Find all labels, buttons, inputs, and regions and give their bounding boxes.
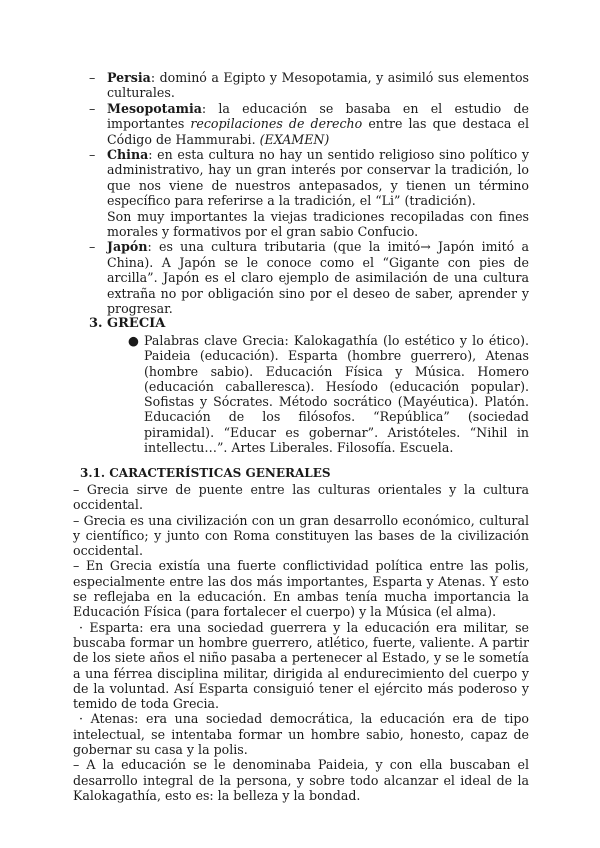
list-item-china xyxy=(89,147,529,239)
keywords-list xyxy=(127,333,529,455)
list-item-mesopotamia xyxy=(89,101,529,147)
body-text xyxy=(73,482,529,803)
paragraph-2: – Grecia es una civilización con un gran desarrollo económico, cultural y científico; y junto con Roma constituyen las bases de la civilización occidental. xyxy=(73,512,529,559)
list-item-japon xyxy=(89,239,529,316)
paragraph-atenas: · Atenas: era una sociedad democrática, la educación era de tipo intelectual, se intentaba formar un hombre sabio, honesto, capaz de gobernar su casa y la polis. xyxy=(73,711,529,758)
keywords-item xyxy=(127,333,529,455)
dash-marker: – xyxy=(89,147,96,163)
keywords-text: Palabras clave Grecia: Kalokagathía (lo estético y lo ético). Paideia (educación). Esparta (hombre guerrero), Atenas (hombre sabio). Educación Física y Música. Homero (educación caballeresca). Hesíodo (educación popular). Sofistas y Sócrates. Método socrático (Mayéutica). Platón. Educación de los filósofos. “República” (sociedad piramidal). “Educar es gobernar”. Aristóteles. “Nihil in intellectu…”. Artes Liberales. Filosofía. Escuela. xyxy=(144,333,529,456)
term-china: China xyxy=(107,147,149,163)
text-japon: : es una cultura tributaria (que la imitó→ Japón imitó a China). A Japón se le conoce como el “Gigante con pies de arcilla”. Japón es el claro ejemplo de asimilación de una cultura extraña no por obligación sino por el deseo de saber, aprender y progresar. xyxy=(107,239,529,317)
text-mesopotamia-a: : la educación se basaba en el estudio de importantes xyxy=(107,100,529,132)
text-persia: : dominó a Egipto y Mesopotamia, y asimiló sus elementos culturales. xyxy=(107,70,529,101)
dash-marker: – xyxy=(89,100,96,116)
term-japon: Japón xyxy=(107,239,148,255)
bullet-marker: ● xyxy=(128,333,139,348)
text-mesopotamia-b: entre las que destaca el Código de Hammurabi. xyxy=(107,116,530,147)
paragraph-esparta: · Esparta: era una sociedad guerrera y la educación era militar, se buscaba formar un hombre guerrero, atlético, fuerte, valiente. A partir de los siete años el niño pasaba a pertenecer al Estado, y se le sometía a una férrea disciplina militar, dirigida al endurecimiento del cuerpo y de la voluntad. Así Esparta consiguió tener el ejército más poderoso y temido de toda Grecia. xyxy=(73,619,529,712)
subsection-heading: 3.1. CARACTERÍSTICAS GENERALES xyxy=(80,466,331,480)
dash-marker: – xyxy=(89,70,96,85)
text-china-extra: Son muy importantes la viejas tradiciones recopiladas con fines morales y formativos por el gran sabio Confucio. xyxy=(107,208,529,240)
exam-tag: (EXAMEN) xyxy=(259,131,330,147)
term-mesopotamia: Mesopotamia xyxy=(107,100,202,116)
term-persia: Persia xyxy=(107,70,151,85)
section-title: GRECIA xyxy=(107,316,166,331)
paragraph-1: – Grecia sirve de puente entre las culturas orientales y la cultura occidental. xyxy=(73,482,529,513)
section-number: 3. xyxy=(89,316,103,331)
section-heading-grecia xyxy=(89,316,165,331)
text-mesopotamia-italic: recopilaciones de derecho xyxy=(190,116,363,132)
text-china: : en esta cultura no hay un sentido religioso sino político y administrativo, hay un gran interés por conservar la tradición, lo que nos viene de nuestros antepasados, y tienen un término específico para referirse a la tradición, el “Li” (tradición). xyxy=(107,147,529,209)
civilizations-list xyxy=(89,70,529,317)
paragraph-paideia: – A la educación se le denominaba Paideia, y con ella buscaban el desarrollo integral de la persona, y sobre todo alcanzar el ideal de la Kalokagathía, esto es: la belleza y la bondad. xyxy=(73,757,529,803)
dash-marker: – xyxy=(89,239,96,255)
list-item-persia xyxy=(89,70,529,101)
paragraph-3: – En Grecia existía una fuerte conflictividad política entre las polis, especialmente entre las dos más importantes, Esparta y Atenas. Y esto se reflejaba en la educación. En ambas tenía mucha importancia la Educación Física (para fortalecer el cuerpo) y la Música (el alma). xyxy=(73,558,529,620)
